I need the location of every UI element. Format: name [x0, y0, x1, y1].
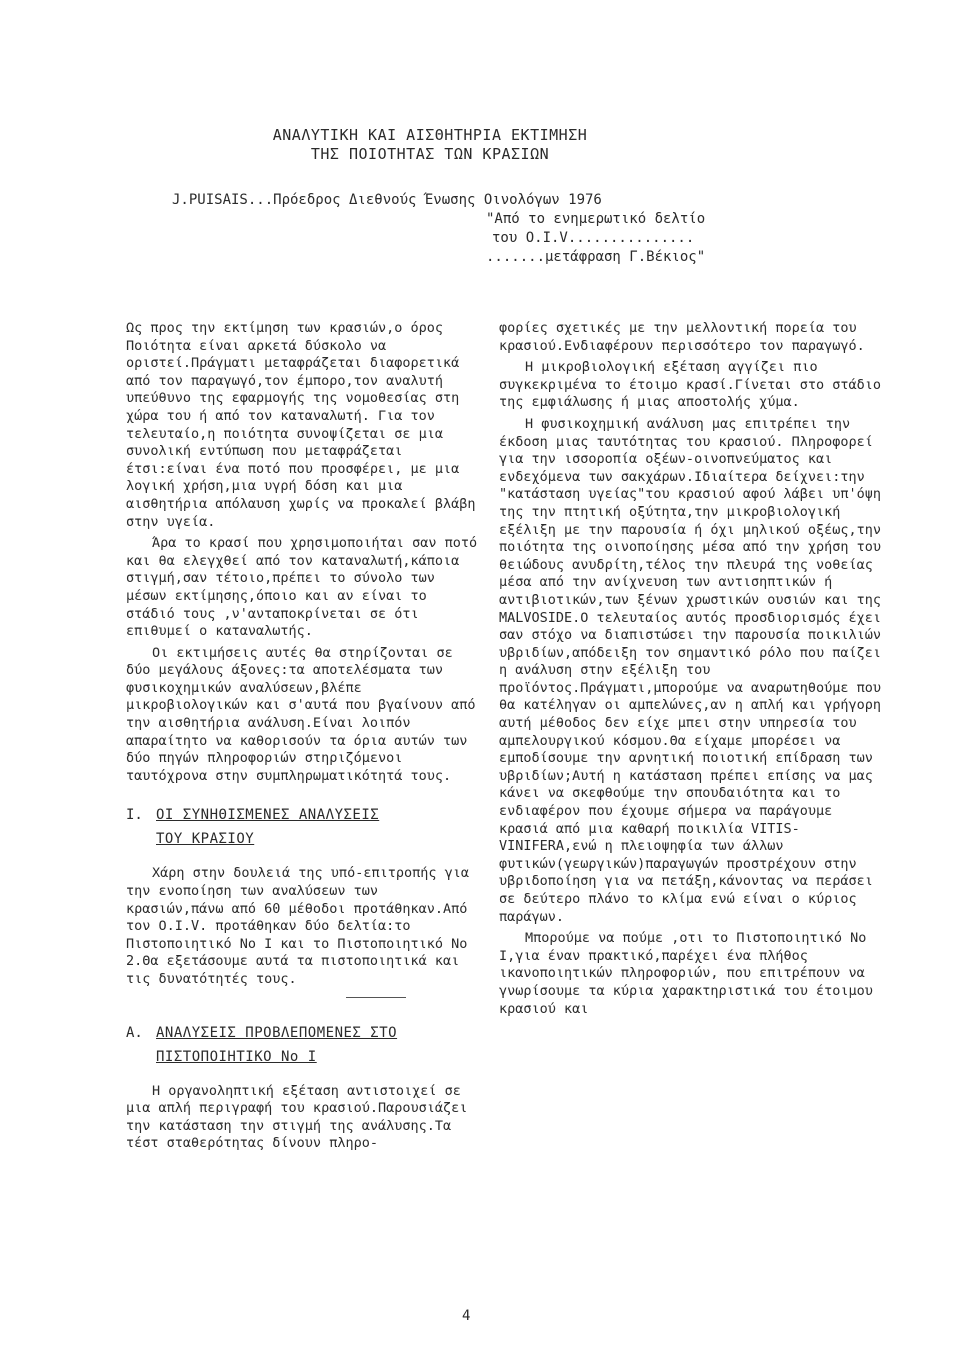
paragraph: Ως προς την εκτίμηση των κρασιών,ο όρος Ποιότητα είναι αρκετά δύσκολο να οριστεί.Πράγματι μεταφράζεται διαφορετικά από τον παραγωγό,τον έμπορο,τον αναλυτή υπεύθυνο της εφαρμογής της νομοθεσίας στη χώρα του ή από τον καταναλωτή. Για τον τελευταίο,η ποιότητα συνοψίζεται σε μια συνολική εντύπωση που μεταφράζεται έτσι:είναι ένα ποτό που προσφέρει, με μια λογική χρήση,μια υγρή δόση και μια αισθητήρια απόλαυση χωρίς να προκαλεί βλάβη στην υγεία.	[126, 320, 476, 530]
author-credit: J.PUISAIS...Πρόεδρος Διεθνούς Ένωσης Οινολόγων 1976	[172, 192, 602, 208]
right-column	[499, 320, 889, 1022]
left-column	[126, 320, 478, 1157]
section-title: ΟΙ ΣΥΝΗΘΙΣΜΕΝΕΣ ΑΝΑΛΥΣΕΙΣ	[156, 807, 380, 824]
source-org-line: του Ο.Ι.V...............	[492, 230, 695, 246]
paragraph: Οι εκτιμήσεις αυτές θα στηρίζονται σε δύο μεγάλους άξονες:τα αποτελέσματα των φυσικοχημικών αναλύσεων,βλέπε μικροβιολογικών και σ'αυτά που βγαίνουν από την αισθητήρια ανάλυση.Είναι λοιπόν απαραίτητο να καθορισούν τα όρια αυτών των δύο πηγών πληροφοριών στηριζόμενοι ταυτόχρονα στην συμπληρωματικότητά τους.	[126, 644, 476, 784]
section-letter: Α.	[126, 1024, 143, 1041]
source-line: "Από το ενημερωτικό δελτίο	[486, 211, 706, 227]
title-line-2: ΤΗΣ ΠΟΙΟΤΗΤΑΣ ΤΩΝ ΚΡΑΣΙΩΝ	[310, 145, 550, 163]
section-title: ΑΝΑΛΥΣΕΙΣ ΠΡΟΒΛΕΠΟΜΕΝΕΣ ΣΤΟ	[156, 1024, 398, 1041]
section-heading-1	[126, 803, 478, 851]
section-number: Ι.	[126, 807, 143, 824]
paragraph: Η οργανοληπτική εξέταση αντιστοιχεί σε μια απλή περιγραφή του κρασιού.Παρουσιάζει την κατάσταση την στιγμή της ανάλυσης.Τα τέστ σταθερότητας δίνουν πληρο-	[126, 1082, 468, 1152]
page-number: 4	[462, 1308, 471, 1324]
section-title-continued: ΠΙΣΤΟΠΟΙΗΤΙΚΟ Νο Ι	[156, 1048, 317, 1065]
paragraph: Χάρη στην δουλειά της υπό-επιτροπής για την ενοποίηση των αναλύσεων των κρασιών,πάνω από 60 μέθοδοι προτάθηκαν.Από τον Ο.Ι.V. προτάθηκαν δύο δελτία:το Πιστοποιητικό Νο Ι και το Πιστοποιητικό Νο 2.Θα εξετάσουμε αυτά τα πιστοποιητικά και τις δυνατότητές τους.	[126, 865, 469, 987]
paragraph: Άρα το κρασί που χρησιμοποιήται σαν ποτό και θα ελεγχθεί από τον καταναλωτή,κάποια στιγμή,σαν τέτοιο,πρέπει το σύνολο των μέσων εκτίμησης,όποιο και αν είναι το στάδιό τους ,ν'ανταποκρίνεται σε ότι επιθυμεί ο καταναλωτής.	[126, 535, 478, 640]
title-line-1: ΑΝΑΛΥΤΙΚΗ ΚΑΙ ΑΙΣΘΗΤΗΡΙΑ ΕΚΤΙΜΗΣΗ	[272, 126, 588, 144]
paragraph: Η μικροβιολογική εξέταση αγγίζει πιο συγκεκριμένα το έτοιμο κρασί.Γίνεται στο στάδιο της εμφιάλωσης ή μιας αποστολής χύμα.	[499, 359, 882, 411]
paragraph: Η φυσικοχημική ανάλυση μας επιτρέπει την έκδοση μιας ταυτότητας του κρασιού. Πληροφορεί για την ισσοροπία οξέων-οινοπνεύματος και ενδεχόμενα των σακχάρων.Ιδιαίτερα δείχνει:την "κατάσταση υγείας"του κρασιού αφού λάβει υπ'όψη της την πτητική οξύτητα,την μικροβιολογική εξέλιξη με την παρουσία ή όχι μηλικού οξέως,την ποιότητα της οινοποίησης μέσα από την χρήση του θειώδους ανυδρίτη,τέλος την πλευρά της νοθείας μέσα από την ανίχνευση των αντισηπτικών ή αντιβιοτικών,των ξένων χρωστικών ουσιών και της MALVOSIDE.Ο τελευταίος αυτός προσδιορισμός έχει σαν στόχο να διαπιστώσει την παρουσία ποικιλιών υβριδίων,απόδειξη τον σημαντικό ρόλο που παίζει η ανάλυση στην εξέλιξη του προϊόντος.Πράγματι,μπορούμε να αναρωτηθούμε που θα κατέληγαν οι αμπελώνες,αν η απλή και γρήγορη αυτή μέθοδος δεν είχε μπει στην υπηρεσία του αμπελουργικού κόσμου.Θα είχαμε μπορέσει να εμποδίσουμε την αρνητική ποιοτική επίδραση των υβριδίων;Αυτή η κατάσταση πρέπει επίσης να μας κάνει να σκεφθούμε την σπουδαιότητα και το ενδιαφέρον που έχουμε σήμερα να παράγουμε κρασιά από μια καθαρή ποικιλία VITIS-VINIFERA,ενώ η πλειοψηφία των άλλων φυτικών(γεωργικών)παραγωγών προστρέχουν στην υβριδοποίηση για να πετάξη,κάνοντας να περάσει σε δεύτερο πλάνο το κλίμα ενώ είναι ο κύριος παράγων.	[499, 415, 882, 925]
section-title-continued: ΤΟΥ ΚΡΑΣΙΟΥ	[156, 831, 255, 848]
paragraph: Μπορούμε να πούμε ,οτι το Πιστοποιητικό Νο Ι,για έναν πρακτικό,παρέχει ένα πλήθος ικανοποιητικών πληροφοριών, που επιτρέπουν να γνωρίσουμε τα κύρια χαρακτηριστικά του έτοιμου κρασιού και	[499, 930, 873, 1017]
translator-line: .......μετάφραση Γ.Βέκιος"	[486, 249, 706, 265]
paragraph: φορίες σχετικές με την μελλοντική πορεία του κρασιού.Ενδιαφέρουν περισσότερο τον παραγωγό.	[499, 320, 865, 354]
document-title	[180, 126, 680, 164]
section-heading-2	[126, 1021, 478, 1069]
separator-dash	[126, 993, 478, 1003]
